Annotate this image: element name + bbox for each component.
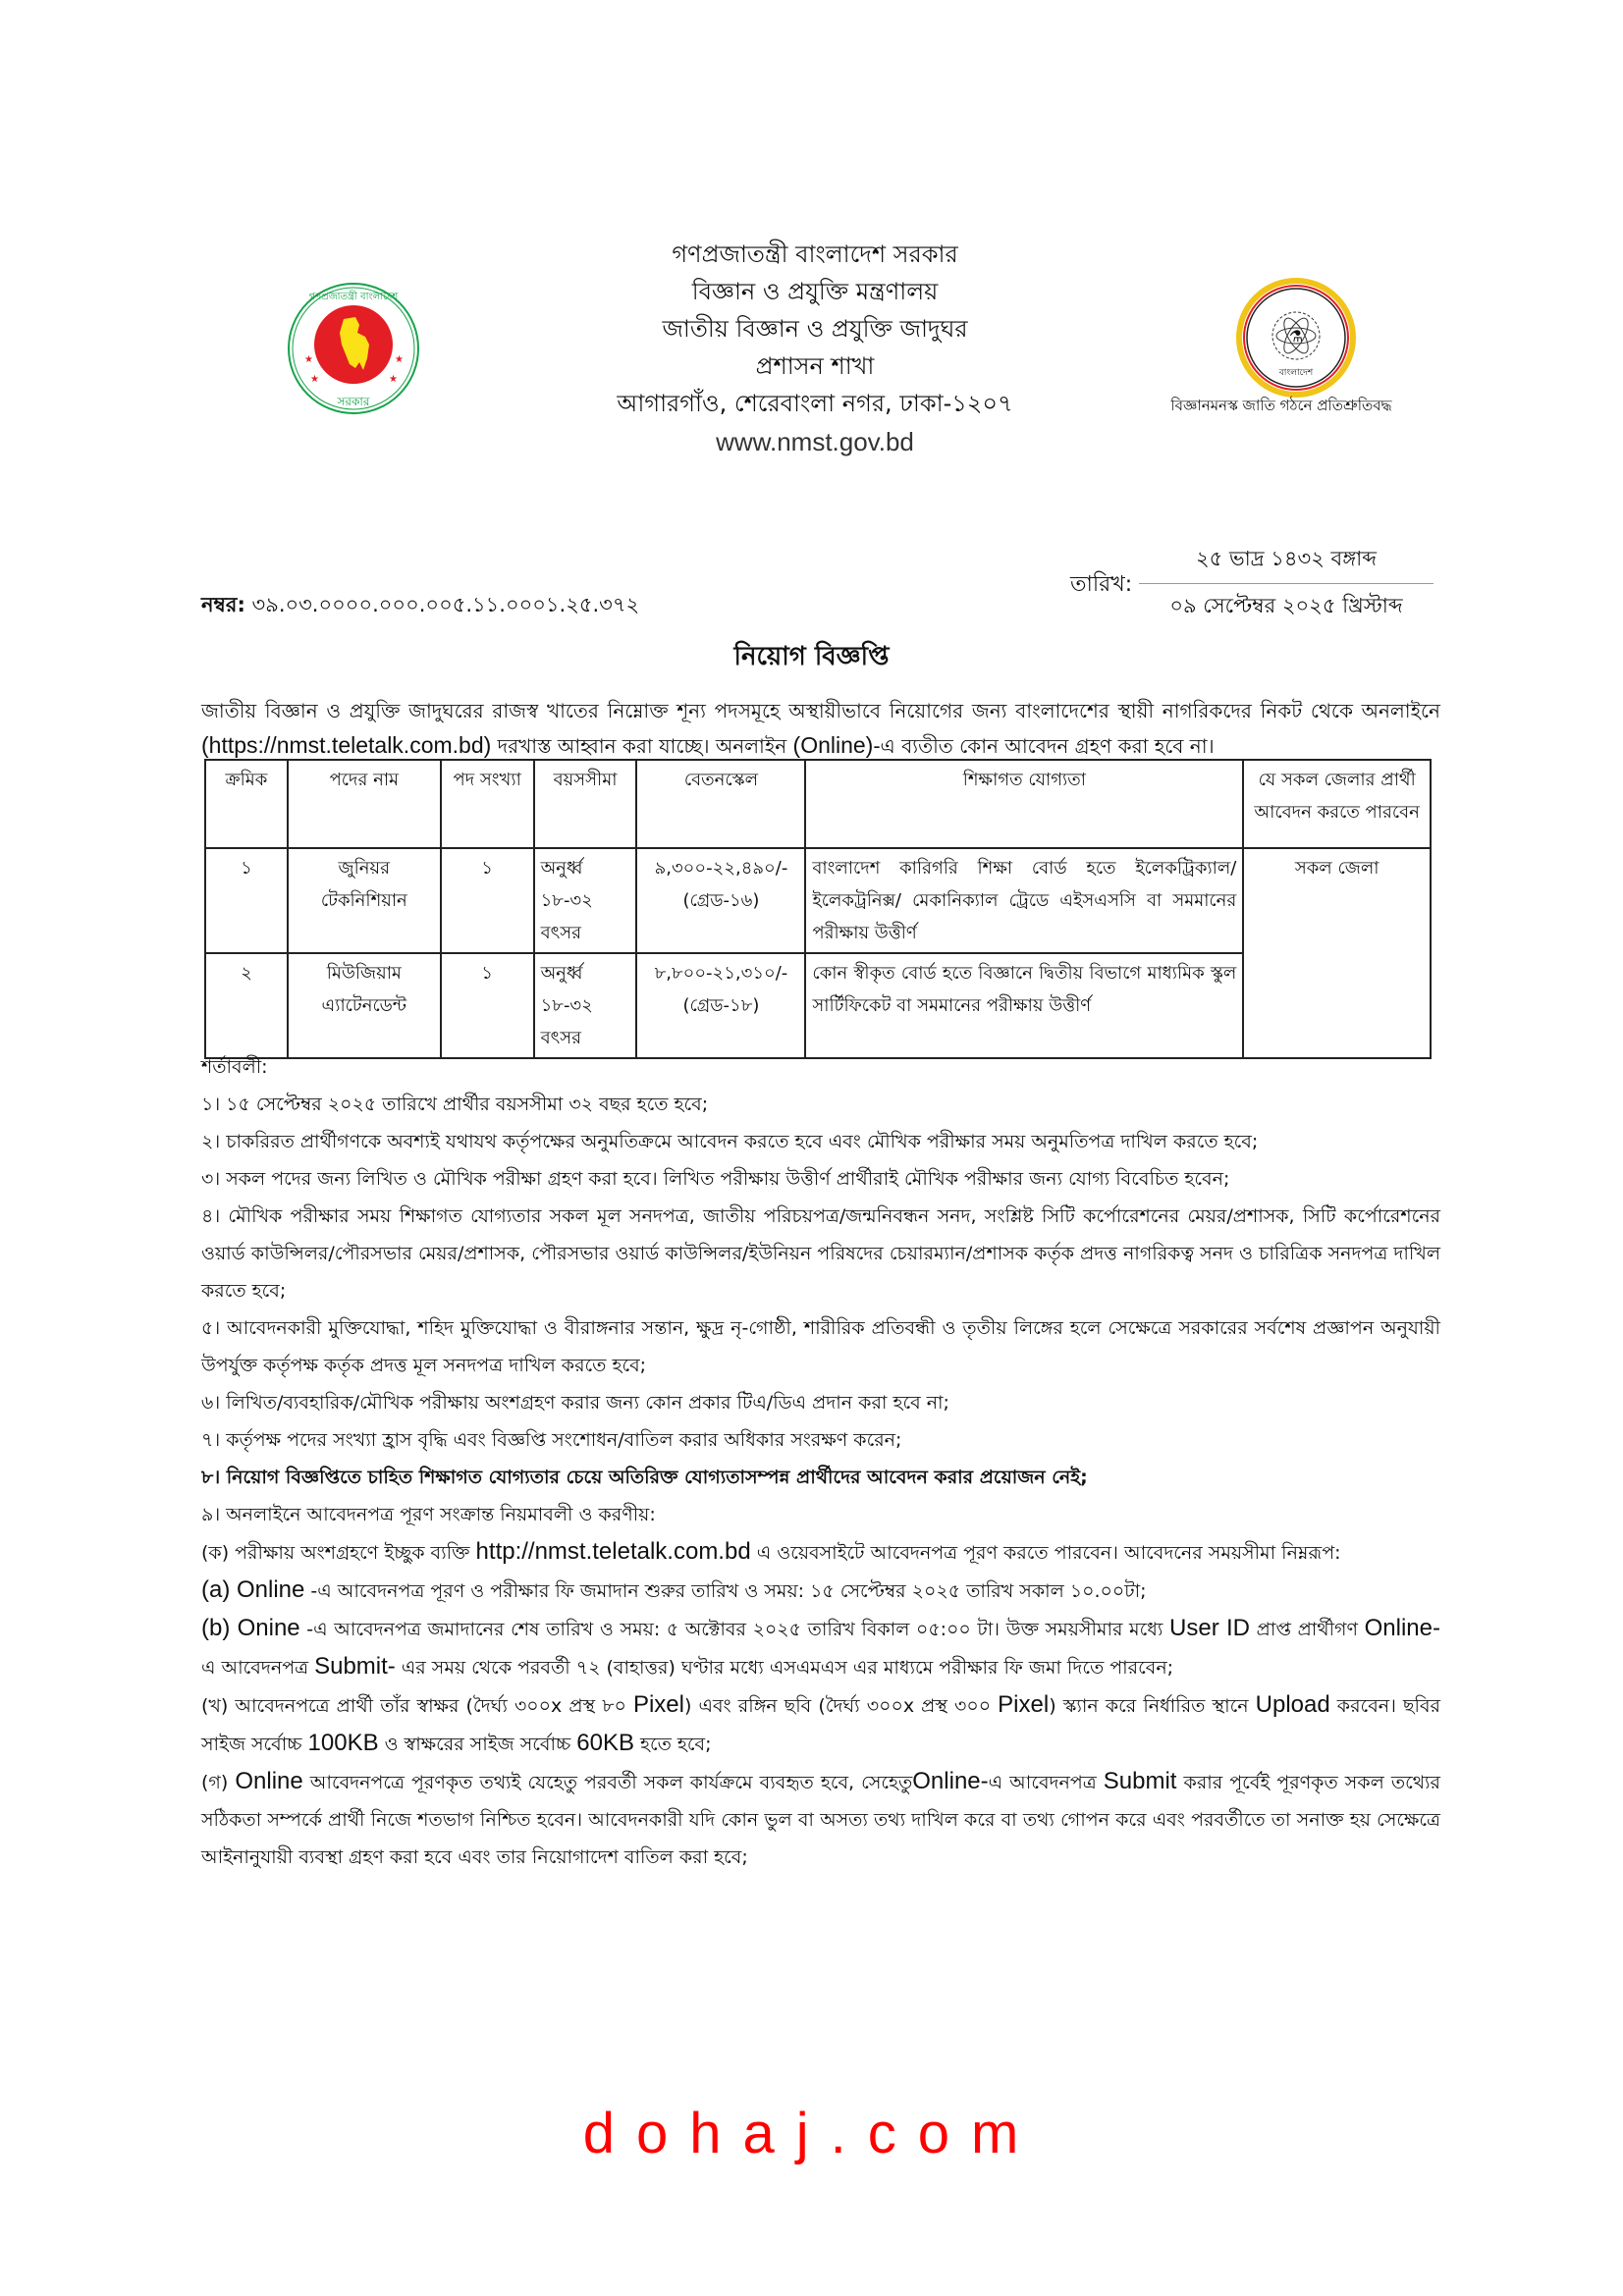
intro-text-3: -এ ব্যতীত কোন আবেদন গ্রহণ করা হবে না। — [873, 734, 1215, 758]
term-kha — [201, 1686, 1440, 1763]
intro-online-word: (Online) — [792, 732, 874, 758]
cell-districts: সকল জেলা — [1243, 848, 1431, 1058]
header-line-branch: প্রশাসন শাখা — [755, 352, 875, 380]
term-item-2: ২। চাকরিরত প্রার্থীগণকে অবশ্যই যথাযথ কর্তৃপক্ষের অনুমতিক্রমে আবেদন করতে হবে এবং মৌখিক পরীক্ষার সময় অনুমতিপত্র দাখিল করতে হবে; — [201, 1131, 1259, 1152]
term-item-6: ৬। লিখিত/ব্যবহারিক/মৌখিক পরীক্ষায় অংশগ্রহণ করার জন্য কোন প্রকার টিএ/ডিএ প্রদান করা হবে না; — [201, 1392, 949, 1414]
term-item-8: ৮। নিয়োগ বিজ্ঞপ্তিতে চাহিত শিক্ষাগত যোগ্যতার চেয়ে অতিরিক্ত যোগ্যতাসম্পন্ন প্রার্থীদের আবেদন করার প্রয়োজন নেই; — [201, 1467, 1088, 1488]
government-seal-logo — [285, 280, 422, 417]
term-kha-upload: Upload — [1255, 1691, 1330, 1718]
term-kha-text-3: ) স্ক্যান করে নির্ধারিত স্থানে — [1049, 1695, 1256, 1717]
term-b-submit: Submit- — [314, 1653, 396, 1680]
col-header-count: পদ সংখ্যা — [441, 760, 534, 848]
header-website-link[interactable]: www.nmst.gov.bd — [716, 427, 914, 456]
svg-text:★: ★ — [395, 354, 404, 365]
term-ka-text-2: এ ওয়েবসাইটে আবেদনপত্র পূরণ করতে পারবেন। আবেদনের সময়সীমা নিম্নরূপ: — [750, 1542, 1341, 1564]
date-block — [1139, 543, 1434, 624]
term-item-7: ৭। কর্তৃপক্ষ পদের সংখ্যা হ্রাস বৃদ্ধি এবং বিজ্ঞপ্তি সংশোধন/বাতিল করার অধিকার সংরক্ষণ করেন; — [201, 1429, 902, 1451]
date-label: তারিখ: — [1070, 572, 1133, 597]
date-bangla: ২৫ ভাদ্র ১৪৩২ বঙ্গাব্দ — [1139, 543, 1434, 584]
svg-text:★: ★ — [304, 354, 313, 365]
svg-text:⚗: ⚗ — [1288, 327, 1304, 346]
museum-motto: বিজ্ঞানমনস্ক জাতি গঠনে প্রতিশ্রুতিবদ্ধ — [1170, 397, 1392, 414]
term-b-online: Online- — [1364, 1615, 1440, 1641]
term-item-1: ১। ১৫ সেপ্টেম্বর ২০২৫ তারিখে প্রার্থীর বয়সসীমা ৩২ বছর হতে হবে; — [201, 1094, 709, 1115]
header-line-address: আগারগাঁও, শেরেবাংলা নগর, ঢাকা-১২০৭ — [617, 390, 1013, 417]
teletalk-url-link[interactable]: http://nmst.teletalk.com.bd — [475, 1538, 751, 1565]
col-header-pay: বেতনস্কেল — [636, 760, 805, 848]
term-ga-text-3: এ আবেদনপত্র — [988, 1772, 1104, 1793]
seal-icon — [285, 280, 422, 417]
col-header-post: পদের নাম — [288, 760, 441, 848]
table-header-row — [205, 760, 1431, 848]
term-b — [201, 1610, 1440, 1686]
term-ga-text-4: করার পূর্বেই পূরণকৃত সকল তথ্যের সঠিকতা সম্পর্কে প্রার্থী নিজে শতভাগ নিশ্চিত হবেন। আবেদনকারী যদি কোন ভুল বা অসত্য তথ্য দাখিল করে বা তথ্য গোপন করে এবং পরবর্তীতে তা সনাক্ত হয় সেক্ষেত্রে আইনানুযায়ী ব্যবস্থা গ্রহণ করা হবে এবং তার নিয়োগাদেশ বাতিল করা হবে; — [201, 1772, 1440, 1868]
term-kha-photo-size: 100KB — [307, 1730, 379, 1756]
cell-serial: ১ — [205, 848, 288, 953]
term-a-text: -এ আবেদনপত্র পূরণ ও পরীক্ষার ফি জমাদান শুরুর তারিখ ও সময়: ১৫ সেপ্টেম্বর ২০২৫ তারিখ সকাল ১০.০০টা; — [304, 1580, 1147, 1602]
term-kha-text-1: (খ) আবেদনপত্রে প্রার্থী তাঁর স্বাক্ষর (দৈর্ঘ্য ৩০০x প্রস্থ ৮০ — [201, 1695, 633, 1717]
terms-heading: শর্তাবলী: — [201, 1056, 268, 1078]
term-b-userid: User ID — [1169, 1615, 1250, 1641]
header-line-museum: জাতীয় বিজ্ঞান ও প্রযুক্তি জাদুঘর — [662, 315, 968, 343]
table-row — [205, 848, 1431, 953]
col-header-districts: যে সকল জেলার প্রার্থী আবেদন করতে পারবেন — [1243, 760, 1431, 848]
memo-number — [201, 589, 639, 623]
cell-post: মিউজিয়াম এ্যাটেনডেন্ট — [288, 953, 441, 1058]
intro-text-1: জাতীয় বিজ্ঞান ও প্রযুক্তি জাদুঘরের রাজস্ব খাতের নিম্নোক্ত শূন্য পদসমূহে অস্থায়ীভাবে নিয়োগের জন্য বাংলাদেশের স্থায়ী নাগরিকদের নিকট থেকে অনলাইনে — [201, 699, 1440, 722]
svg-text:বাংলাদেশ: বাংলাদেশ — [1278, 368, 1314, 378]
term-item-4: ৪। মৌখিক পরীক্ষার সময় শিক্ষাগত যোগ্যতার সকল মূল সনদপত্র, জাতীয় পরিচয়পত্র/জন্মনিবন্ধন সনদ, সংশ্লিষ্ট সিটি কর্পোরেশনের মেয়র/প্রশাসক, সিটি কর্পোরেশনের ওয়ার্ড কাউন্সিলর/পৌরসভার মেয়র/প্রশাসক, পৌরসভার ওয়ার্ড কাউন্সিলর/ইউনিয়ন পরিষদের চেয়ারম্যান/প্রশাসক কর্তৃক প্রদত্ত নাগরিকত্ব সনদ ও চারিত্রিক সনদপত্র দাখিল করতে হবে; — [201, 1205, 1440, 1302]
term-kha-text-5: ও স্বাক্ষরের সাইজ সর্বোচ্চ — [378, 1734, 577, 1755]
intro-text-2: দরখাস্ত আহ্বান করা যাচ্ছে। অনলাইন — [491, 734, 793, 758]
col-header-age: বয়সসীমা — [534, 760, 637, 848]
term-b-text-3: এ আবেদনপত্র — [201, 1657, 315, 1679]
museum-logo — [1217, 277, 1375, 404]
cell-age: অনুর্ধ্ব ১৮-৩২ বৎসর — [534, 848, 637, 953]
term-b-text-1: -এ আবেদনপত্র জমাদানের শেষ তারিখ ও সময়: ৫ অক্টোবর ২০২৫ তারিখ বিকাল ০৫:০০ টা। উক্ত সময়সীমার মধ্যে — [299, 1619, 1170, 1640]
svg-text:গণপ্রজাতন্ত্রী বাংলাদেশ: গণপ্রজাতন্ত্রী বাংলাদেশ — [308, 292, 399, 302]
cell-age: অনুর্ধ্ব ১৮-৩২ বৎসর — [534, 953, 637, 1058]
letterhead — [550, 236, 1080, 461]
term-b-text-4: এর সময় থেকে পরবর্তী ৭২ (বাহাত্তর) ঘণ্টার মধ্যে এসএমএস এর মাধ্যমে পরীক্ষার ফি জমা দিতে পারবেন; — [395, 1657, 1174, 1679]
term-ga-submit: Submit — [1103, 1768, 1177, 1794]
header-line-government: গণপ্রজাতন্ত্রী বাংলাদেশ সরকার — [672, 240, 958, 268]
memo-label: নম্বর: — [201, 593, 245, 616]
term-kha-text-2: ) এবং রঙ্গিন ছবি (দৈর্ঘ্য ৩০০x প্রস্থ ৩০০ — [684, 1695, 999, 1717]
term-item-9: ৯। অনলাইনে আবেদনপত্র পূরণ সংক্রান্ত নিয়মাবলী ও করণীয়: — [201, 1504, 656, 1525]
term-ga-text-2: আবেদনপত্রে পূরণকৃত তথ্যই যেহেতু পরবর্তী সকল কার্যক্রমে ব্যবহৃত হবে, সেহেতু — [302, 1772, 913, 1793]
cell-pay: ৯,৩০০-২২,৪৯০/- (গ্রেড-১৬) — [636, 848, 805, 953]
term-ga-online-2: Online- — [912, 1768, 989, 1794]
memo-value: ৩৯.০৩.০০০০.০০০.০০৫.১১.০০০১.২৫.৩৭২ — [251, 593, 640, 616]
term-b-label: (b) Onine — [201, 1615, 300, 1641]
term-kha-text-6: হতে হবে; — [633, 1734, 712, 1755]
intro-paragraph — [201, 694, 1440, 764]
term-kha-pixel-2: Pixel — [998, 1691, 1050, 1718]
cell-serial: ২ — [205, 953, 288, 1058]
cell-qualification: বাংলাদেশ কারিগরি শিক্ষা বোর্ড হতে ইলেকট্রিক্যাল/ইলেকট্রনিক্স/ মেকানিক্যাল ট্রেডে এইসএসসি বা সমমানের পরীক্ষায় উত্তীর্ণ — [805, 848, 1243, 953]
date-gregorian: ০৯ সেপ্টেম্বর ২০২৫ খ্রিস্টাব্দ — [1169, 594, 1403, 617]
notice-title: নিয়োগ বিজ্ঞপ্তি — [733, 642, 890, 671]
svg-text:সরকার: সরকার — [337, 395, 370, 408]
header-line-ministry: বিজ্ঞান ও প্রযুক্তি মন্ত্রণালয় — [691, 278, 939, 305]
svg-text:★: ★ — [389, 374, 398, 385]
vacancy-table — [204, 759, 1432, 1059]
cell-post: জুনিয়র টেকনিশিয়ান — [288, 848, 441, 953]
cell-count: ১ — [441, 848, 534, 953]
term-item-5: ৫। আবেদনকারী মুক্তিযোদ্ধা, শহিদ মুক্তিযোদ্ধা ও বীরাঙ্গনার সন্তান, ক্ষুদ্র নৃ-গোষ্ঠী, শারীরিক প্রতিবন্ধী ও তৃতীয় লিঙ্গের হলে সেক্ষেত্রে সরকারের সর্বশেষ প্রজ্ঞাপন অনুযায়ী উপর্যুক্ত কর্তৃপক্ষ কর্তৃক প্রদত্ত মূল সনদপত্র দাখিল করতে হবে; — [201, 1317, 1440, 1376]
term-b-text-2: প্রাপ্ত প্রার্থীগণ — [1250, 1619, 1365, 1640]
term-ga-text-1: (গ) — [201, 1772, 236, 1793]
term-ka-text-1: (ক) পরীক্ষায় অংশগ্রহণে ইচ্ছুক ব্যক্তি — [201, 1542, 476, 1564]
col-header-qualification: শিক্ষাগত যোগ্যতা — [805, 760, 1243, 848]
term-item-3: ৩। সকল পদের জন্য লিখিত ও মৌখিক পরীক্ষা গ্রহণ করা হবে। লিখিত পরীক্ষায় উত্তীর্ণ প্রার্থীরাই মৌখিক পরীক্ষার জন্য যোগ্য বিবেচিত হবেন; — [201, 1168, 1230, 1190]
term-ga-online-1: Online — [235, 1768, 303, 1794]
cell-pay: ৮,৮০০-২১,৩১০/- (গ্রেড-১৮) — [636, 953, 805, 1058]
svg-text:★: ★ — [310, 374, 319, 385]
term-ga — [201, 1763, 1440, 1876]
col-header-serial: ক্রমিক — [205, 760, 288, 848]
term-kha-signature-size: 60KB — [576, 1730, 634, 1756]
term-kha-text-4: করবেন। ছবির সাইজ সর্বোচ্চ — [201, 1695, 1440, 1755]
term-a — [201, 1572, 1440, 1610]
term-ka — [201, 1533, 1440, 1572]
museum-emblem-icon — [1217, 277, 1375, 400]
watermark-text: dohaj.com — [582, 2102, 1041, 2165]
cell-qualification: কোন স্বীকৃত বোর্ড হতে বিজ্ঞানে দ্বিতীয় বিভাগে মাধ্যমিক স্কুল সার্টিফিকেট বা সমমানের পরীক্ষায় উত্তীর্ণ — [805, 953, 1243, 1058]
term-kha-pixel-1: Pixel — [632, 1691, 684, 1718]
cell-count: ১ — [441, 953, 534, 1058]
terms-section — [201, 1048, 1440, 1876]
application-url-link[interactable]: (https://nmst.teletalk.com.bd) — [201, 732, 492, 758]
term-a-label: (a) Online — [201, 1576, 305, 1603]
